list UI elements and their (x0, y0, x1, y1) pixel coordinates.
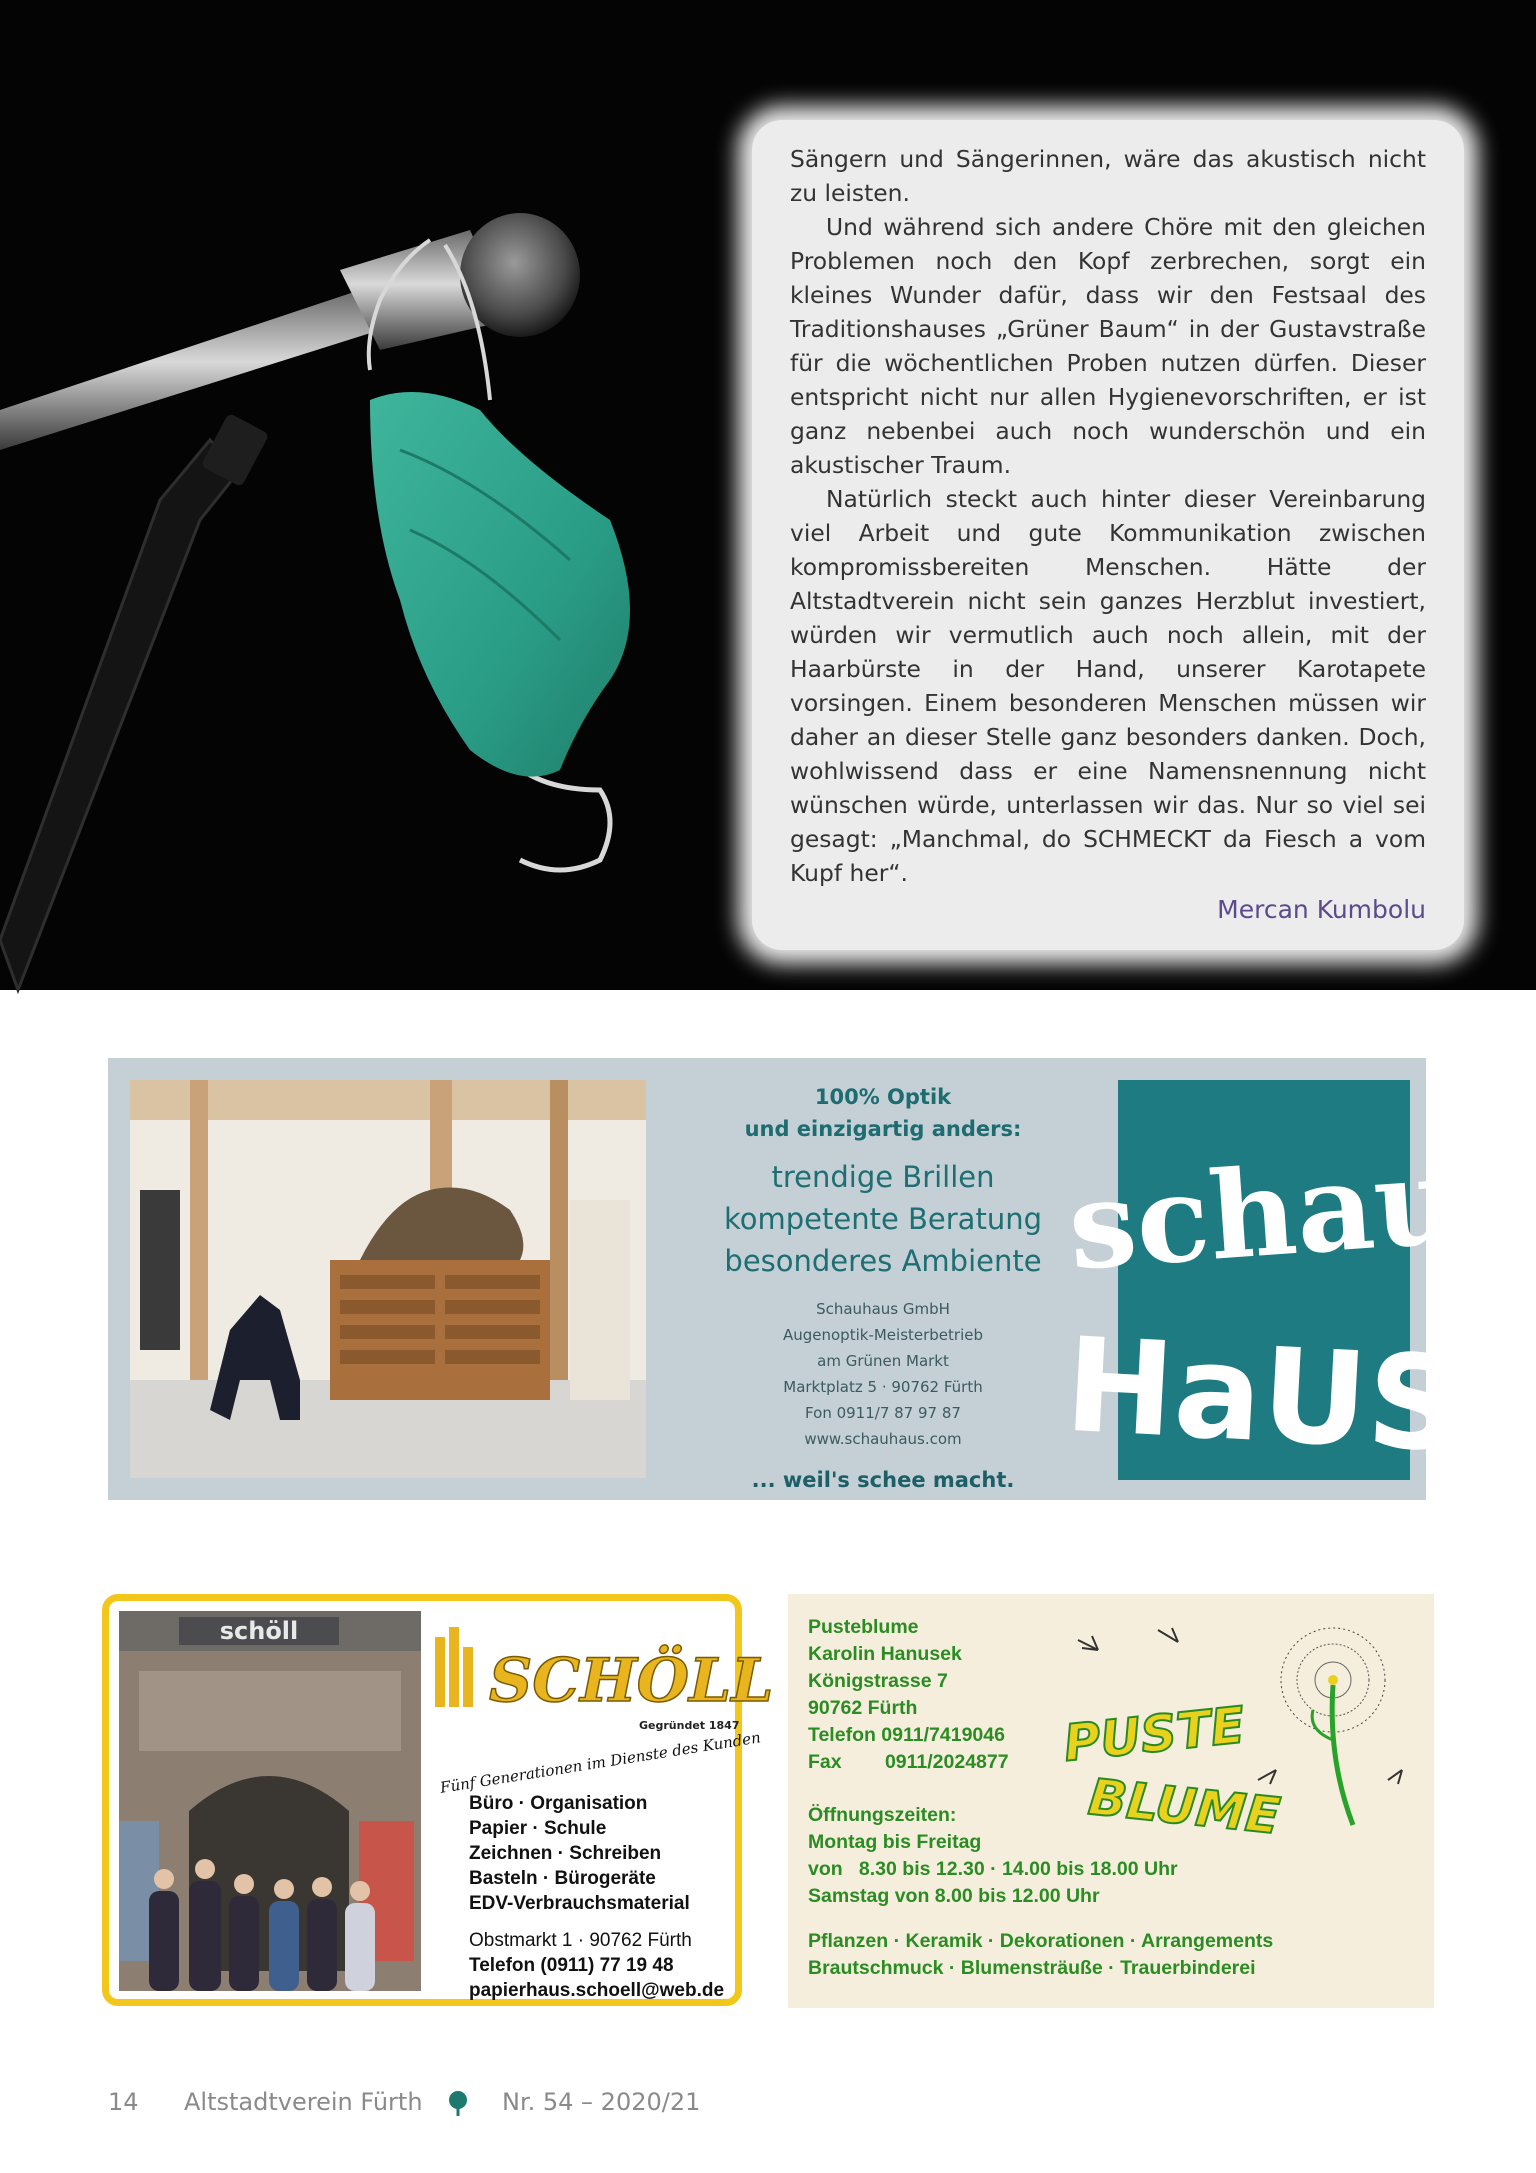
microphone-handle (0, 290, 380, 450)
products-line: Pflanzen · Keramik · Dekorationen · Arrangements (808, 1930, 1274, 1952)
schauhaus-tagline: 100% Optik (814, 1085, 952, 1109)
schauhaus-location: am Grünen Markt (817, 1352, 949, 1370)
schoell-motto: Fünf Generationen im Dienste des Kunden (438, 1728, 762, 1797)
schauhaus-logo (1061, 1080, 1466, 1482)
hours-days: Montag bis Freitag (808, 1831, 982, 1853)
schoell-service: Papier · Schule (469, 1818, 607, 1839)
hours-weekday: von 8.30 bis 12.30 · 14.00 bis 18.00 Uhr (808, 1858, 1178, 1880)
hours-saturday: Samstag von 8.00 bis 12.00 Uhr (808, 1885, 1100, 1907)
pusteblume-logo (1058, 1610, 1428, 1900)
storefront-illustration (119, 1611, 421, 1991)
microphone-photo (0, 0, 1536, 990)
hours-title: Öffnungszeiten: (808, 1804, 957, 1826)
article-author: Mercan Kumbolu (1217, 895, 1426, 924)
publication-name: Altstadtverein Fürth (184, 2088, 423, 2116)
schauhaus-text (668, 1080, 1098, 1492)
schoell-service: Basteln · Bürogeräte (469, 1868, 656, 1889)
logo-word-bottom: HaUS (1061, 1308, 1465, 1482)
schauhaus-contact (668, 1296, 1098, 1452)
dandelion-icon (1281, 1628, 1385, 1825)
article-paragraph: Sängern und Sängerinnen, wäre das akustisch nicht zu leisten. (790, 145, 1426, 207)
storefront-sign: schöll (219, 1617, 299, 1645)
mask-strap-bottom (510, 760, 610, 870)
schauhaus-tagline: und einzigartig anders: (744, 1117, 1022, 1141)
pusteblume-fax: Fax 0911/2024877 (808, 1751, 1009, 1773)
shop-interior-photo (130, 1080, 646, 1478)
pusteblume-city: 90762 Fürth (808, 1697, 918, 1719)
schauhaus-slogan: ... weil's schee macht. (751, 1468, 1015, 1492)
pusteblume-phone: Telefon 0911/7419046 (808, 1724, 1005, 1746)
schoell-info (469, 1791, 739, 2003)
pusteblume-products (808, 1928, 1428, 1982)
pusteblume-advertisement (788, 1594, 1434, 2008)
schauhaus-feature: trendige Brillen (771, 1160, 995, 1194)
issue-number: Nr. 54 – 2020/21 (502, 2088, 701, 2116)
schoell-storefront-photo (119, 1611, 421, 1991)
schauhaus-feature: besonderes Ambiente (724, 1244, 1042, 1278)
schauhaus-address: Marktplatz 5 · 90762 Fürth (783, 1378, 983, 1396)
microphone-grille (460, 213, 580, 337)
schoell-email: papierhaus.schoell@web.de (469, 1980, 725, 2001)
shop-interior-illustration (130, 1080, 646, 1478)
schoell-founded: Gegründet 1847 (639, 1719, 740, 1732)
schoell-service: EDV-Verbrauchsmaterial (469, 1893, 690, 1914)
schauhaus-website: www.schauhaus.com (804, 1430, 962, 1448)
schoell-logo (429, 1611, 774, 1797)
page-number: 14 (108, 2088, 139, 2116)
logo-word-top: schau (1064, 1129, 1466, 1298)
schauhaus-phone: Fon 0911/7 87 97 87 (805, 1404, 961, 1422)
schoell-phone: Telefon (0911) 77 19 48 (469, 1955, 674, 1976)
schoell-service: Büro · Organisation (469, 1793, 648, 1814)
schoell-advertisement (102, 1594, 774, 2006)
schoell-address: Obstmarkt 1 · 90762 Fürth (469, 1930, 692, 1951)
schauhaus-features (668, 1156, 1098, 1282)
schauhaus-subtitle: Augenoptik-Meisterbetrieb (782, 1326, 984, 1344)
pusteblume-owner: Karolin Hanusek (808, 1643, 962, 1665)
schoell-logo-text: SCHÖLL (489, 1646, 774, 1716)
stand-pole (0, 440, 240, 990)
pusteblume-logo-word: PUSTE (1060, 1695, 1248, 1773)
schauhaus-logo-art (1061, 1080, 1466, 1482)
tree-icon (446, 2090, 470, 2118)
schauhaus-advertisement (108, 1058, 1466, 1500)
schoell-service: Zeichnen · Schreiben (469, 1843, 662, 1864)
products-line: Brautschmuck · Blumensträuße · Trauerbinderei (808, 1957, 1256, 1979)
pusteblume-logo-word: BLUME (1085, 1767, 1283, 1846)
pusteblume-street: Königstrasse 7 (808, 1670, 948, 1692)
schauhaus-feature: kompetente Beratung (724, 1202, 1042, 1236)
article-paragraph: Natürlich steckt auch hinter dieser Vereinbarung viel Arbeit und gute Kommunikation zwischen kompromissbereiten Menschen. Hätte der Altstadtverein nicht sein ganzes Herzblut investiert, würden wir vermutlich auch noch allein, mit der Haarbürste in der Hand, unserer Karotapete vorsingen. Einem besonderen Menschen müssen wir daher an dieser Stelle ganz besonders danken. Doch, wohlwissend dass er eine Namensnennung nicht wünschen würde, unterlassen wir das. Nur so viel sei gesagt: „Manchmal, do SCHMECKT da Fiesch a vom Kupf her“. (790, 485, 1426, 887)
article-body (790, 142, 1426, 890)
article-paragraph: Und während sich andere Chöre mit den gleichen Problemen noch den Kopf zerbrechen, sorgt ein kleines Wunder dafür, dass wir den Festsaal des Traditionshauses „Grüner Baum“ in der Gustavstraße für die wöchentlichen Proben nutzen dürfen. Dieser entspricht nicht nur allen Hygienevorschriften, er ist ganz nebenbei auch noch wunderschön und ein akustischer Traum. (790, 213, 1426, 479)
pusteblume-name: Pusteblume (808, 1616, 919, 1638)
schauhaus-company: Schauhaus GmbH (816, 1300, 950, 1318)
